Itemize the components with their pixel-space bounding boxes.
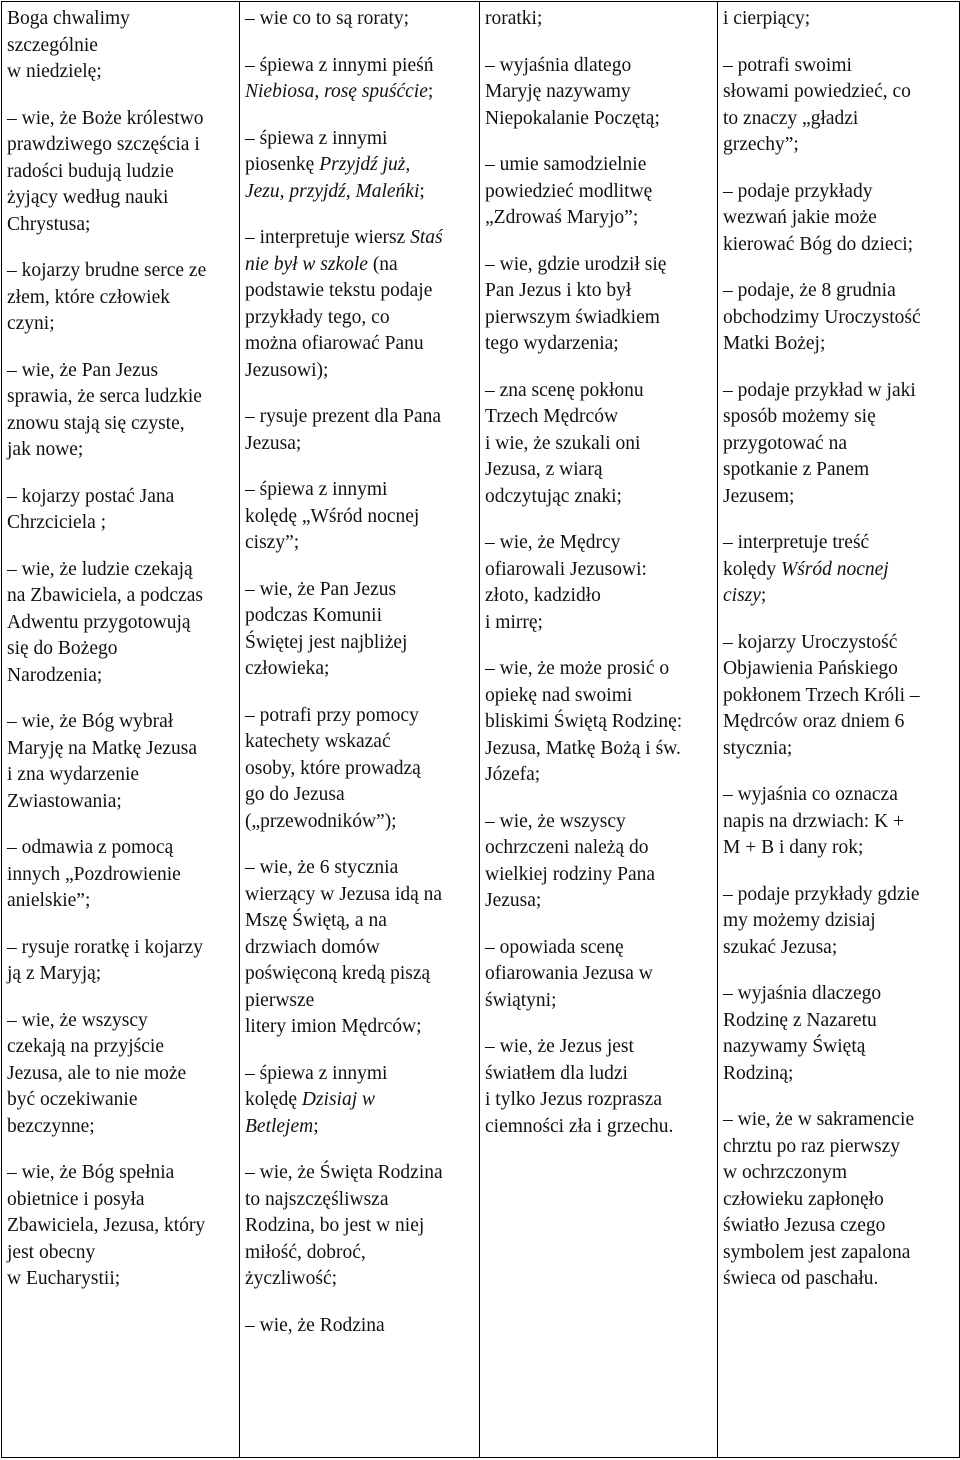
item-line: Zwiastowania; <box>7 790 122 812</box>
item-line: życzliwość; <box>245 1268 338 1289</box>
list-item <box>723 53 956 159</box>
item-line: – wyjaśnia dlatego <box>485 54 632 76</box>
list-item <box>245 1160 476 1293</box>
item-line: w Eucharystii; <box>7 1268 121 1289</box>
item-line: – rysuje roratkę i kojarzy <box>7 936 204 958</box>
item-line: – kojarzy postać Jana <box>7 485 175 507</box>
list-item <box>7 557 236 690</box>
item-line: M + B i dany rok; <box>723 837 864 858</box>
item-line: ciszy; <box>723 585 767 606</box>
list-item <box>723 530 956 610</box>
item-line: ofiarowania Jezusa w <box>485 963 653 984</box>
item-line: Chrystusa; <box>7 213 91 235</box>
item-line: Matki Bożej; <box>723 333 826 354</box>
item-line: Pan Jezus i kto był <box>485 280 632 301</box>
column-1 <box>2 2 240 1458</box>
item-line: w niedzielę; <box>7 61 102 82</box>
item-line: Niepokalanie Poczętą; <box>485 107 660 129</box>
item-line: go do Jezusa <box>245 784 345 805</box>
item-line: przykłady tego, co <box>245 306 390 328</box>
item-line: – umie samodzielnie <box>485 154 647 175</box>
item-line: – interpretuje wiersz Staś <box>245 227 443 248</box>
item-line: Chrzciciela ; <box>7 512 107 533</box>
item-line: poświęconą kredą piszą <box>245 963 431 984</box>
item-line: symbolem jest zapalona <box>723 1241 911 1263</box>
column-4 <box>718 2 960 1458</box>
item-line: anielskie”; <box>7 890 91 911</box>
list-item <box>723 882 956 962</box>
item-line: – podaje przykład w jaki <box>723 379 916 401</box>
column-3 <box>480 2 718 1458</box>
list-item <box>245 1313 476 1340</box>
list-item <box>7 1160 236 1293</box>
item-line: Boga chwalimy <box>7 8 130 29</box>
item-line: – wie, że Święta Rodzina <box>245 1162 443 1183</box>
item-line: – odmawia z pomocą <box>7 837 174 858</box>
list-item <box>245 1061 476 1141</box>
item-line: Rodzinę z Nazaretu <box>723 1009 877 1031</box>
item-line: opiekę nad swoimi <box>485 684 633 706</box>
item-line: roratki; <box>485 8 543 29</box>
item-line: my możemy dzisiaj <box>723 910 876 931</box>
item-line: Niebiosa, rosę spuśćcie; <box>245 81 434 102</box>
item-line: pierwsze <box>245 989 315 1011</box>
item-line: czyni; <box>7 313 55 334</box>
item-line: Rodziną; <box>723 1062 794 1084</box>
item-line: bliskimi Świętą Rodzinę: <box>485 711 683 732</box>
item-line: katechety wskazać <box>245 731 391 752</box>
item-line: – śpiewa z innymi <box>245 1062 388 1084</box>
item-line: nie był w szkole (na <box>245 253 398 275</box>
item-line: człowieku zapłonęło <box>723 1188 884 1210</box>
item-line: Mędrców oraz dniem 6 <box>723 711 905 732</box>
item-line: Jezusowi); <box>245 359 329 381</box>
item-line: miłość, dobroć, <box>245 1241 366 1263</box>
item-line: sposób możemy się <box>723 406 876 427</box>
item-line: przygotować na <box>723 432 847 454</box>
item-line: „Zdrowaś Maryjo”; <box>485 207 639 228</box>
list-item <box>723 6 956 33</box>
item-line: – wie, że Bóg wybrał <box>7 711 174 732</box>
item-line: i mirrę; <box>485 611 543 633</box>
item-line: podczas Komunii <box>245 605 383 626</box>
list-item <box>245 703 476 836</box>
item-line: – wie, że Pan Jezus <box>7 359 159 381</box>
list-item <box>245 6 476 33</box>
item-line: wierzący w Jezusa idą na <box>245 883 443 905</box>
item-line: ciemności zła i grzechu. <box>485 1115 674 1137</box>
list-item <box>245 225 476 384</box>
item-line: Mszę Świętą, a na <box>245 910 387 931</box>
item-line: ciszy”; <box>245 532 300 553</box>
item-line: Trzech Mędrców <box>485 406 619 427</box>
item-line: szczególnie <box>7 34 98 56</box>
item-line: na Zbawiciela, a podczas <box>7 585 203 606</box>
item-line: – wie, że wszyscy <box>7 1009 148 1031</box>
item-line: obietnice i posyła <box>7 1188 145 1210</box>
item-line: Objawienia Pańskiego <box>723 658 898 679</box>
item-line: – podaje przykłady gdzie <box>723 883 920 905</box>
item-line: kierować Bóg do dzieci; <box>723 233 914 255</box>
item-line: Jezusa, z wiarą <box>485 459 603 480</box>
item-line: – podaje, że 8 grudnia <box>723 280 896 301</box>
list-item <box>7 6 236 86</box>
item-line: złem, które człowiek <box>7 286 170 308</box>
item-line: pierwszym świadkiem <box>485 306 660 328</box>
item-line: – wie, że wszyscy <box>485 810 626 832</box>
item-line: – podaje przykłady <box>723 180 873 202</box>
item-line: – śpiewa z innymi <box>245 127 388 149</box>
item-line: – wie, że Rodzina <box>245 1314 385 1336</box>
list-item <box>723 278 956 358</box>
list-item <box>7 1008 236 1141</box>
item-line: – wyjaśnia co oznacza <box>723 784 898 805</box>
item-line: Józefa; <box>485 764 541 785</box>
list-item <box>485 530 714 636</box>
list-item <box>723 630 956 763</box>
list-item <box>485 378 714 511</box>
item-line: – interpretuje treść <box>723 532 870 553</box>
list-item <box>485 252 714 358</box>
item-line: – wyjaśnia dlaczego <box>723 983 882 1004</box>
item-line: – wie, że ludzie czekają <box>7 558 193 580</box>
item-line: kolędę „Wśród nocnej <box>245 505 420 527</box>
item-line: jest obecny <box>7 1241 96 1263</box>
item-line: prawdziwego szczęścia i <box>7 134 200 155</box>
item-line: sprawia, że serca ludzkie <box>7 386 202 407</box>
item-line: być oczekiwanie <box>7 1089 138 1110</box>
item-line: żyjący według nauki <box>7 187 169 208</box>
list-item <box>485 53 714 133</box>
item-line: Maryję nazywamy <box>485 81 631 102</box>
item-line: – rysuje prezent dla Pana <box>245 406 442 427</box>
item-line: – potrafi przy pomocy <box>245 704 419 726</box>
item-line: ją z Maryją; <box>7 963 102 984</box>
item-line: – śpiewa z innymi <box>245 479 388 500</box>
list-item <box>723 179 956 259</box>
item-line: – śpiewa z innymi pieśń <box>245 54 434 76</box>
list-item <box>7 484 236 537</box>
item-line: piosenkę Przyjdź już, <box>245 154 411 175</box>
column-2 <box>240 2 480 1458</box>
list-item <box>7 935 236 988</box>
item-line: to najszczęśliwsza <box>245 1188 389 1210</box>
item-line: podstawie tekstu podaje <box>245 280 433 301</box>
item-line: słowami powiedzieć, co <box>723 81 911 102</box>
list-item <box>7 358 236 464</box>
item-line: i tylko Jezus rozprasza <box>485 1089 663 1110</box>
item-line: powiedzieć modlitwę <box>485 180 653 202</box>
item-line: chrztu po raz pierwszy <box>723 1135 901 1157</box>
item-line: Maryję na Matkę Jezusa <box>7 737 198 759</box>
item-line: Jezusa; <box>485 890 542 911</box>
item-line: Adwentu przygotowują <box>7 611 191 633</box>
item-line: – wie, że Jezus jest <box>485 1036 634 1057</box>
requirements-table <box>1 1 960 1458</box>
item-line: – wie, że Pan Jezus <box>245 578 397 600</box>
item-line: i zna wydarzenie <box>7 764 140 785</box>
item-line: litery imion Mędrców; <box>245 1016 422 1037</box>
item-line: Jezu, przyjdź, Maleńki; <box>245 180 425 202</box>
item-line: – wie, że Boże królestwo <box>7 107 204 129</box>
item-line: – opowiada scenę <box>485 936 624 958</box>
list-item <box>723 981 956 1087</box>
item-line: – potrafi swoimi <box>723 54 852 76</box>
item-line: czekają na przyjście <box>7 1036 164 1057</box>
item-line: – wie, że Mędrcy <box>485 532 621 553</box>
item-line: i wie, że szukali oni <box>485 432 641 454</box>
item-line: tego wydarzenia; <box>485 333 619 354</box>
item-line: Jezusa; <box>245 432 302 454</box>
item-line: – kojarzy brudne serce ze <box>7 260 207 281</box>
item-line: Betlejem; <box>245 1115 319 1137</box>
item-line: drzwiach domów <box>245 936 380 958</box>
table-row <box>2 2 960 1458</box>
list-item <box>723 782 956 862</box>
item-line: – kojarzy Uroczystość <box>723 631 898 653</box>
list-item <box>7 258 236 338</box>
item-line: bezczynne; <box>7 1115 95 1137</box>
item-line: obchodzimy Uroczystość <box>723 306 921 328</box>
item-line: radości budują ludzie <box>7 160 174 182</box>
item-line: świeca od paschału. <box>723 1268 879 1289</box>
list-item <box>723 1107 956 1293</box>
item-line: ochrzczeni należą do <box>485 837 649 858</box>
list-item <box>7 835 236 915</box>
item-line: się do Bożego <box>7 638 118 659</box>
item-line: wielkiej rodziny Pana <box>485 863 656 885</box>
item-line: – wie, gdzie urodził się <box>485 253 667 275</box>
item-line: światło Jezusa czego <box>723 1215 886 1236</box>
item-line: stycznia; <box>723 737 793 759</box>
item-line: człowieka; <box>245 658 330 679</box>
item-line: światłem dla ludzi <box>485 1062 628 1084</box>
item-line: – wie, że Bóg spełnia <box>7 1162 175 1183</box>
list-item <box>723 378 956 511</box>
item-line: grzechy”; <box>723 134 799 155</box>
item-line: – wie co to są roraty; <box>245 8 410 29</box>
list-item <box>7 709 236 815</box>
item-line: pokłonem Trzech Króli – <box>723 684 920 706</box>
item-line: Rodzina, bo jest w niej <box>245 1215 425 1236</box>
item-line: to znaczy „gładzi <box>723 107 859 129</box>
item-line: w ochrzczonym <box>723 1162 847 1183</box>
list-item <box>245 53 476 106</box>
item-line: Zbawiciela, Jezusa, który <box>7 1215 206 1236</box>
item-line: znowu stają się czyste, <box>7 412 185 434</box>
list-item <box>485 935 714 1015</box>
item-line: Jezusa, ale to nie może <box>7 1062 187 1084</box>
item-line: kolędę Dzisiaj w <box>245 1089 376 1110</box>
list-item <box>7 106 236 239</box>
item-line: spotkanie z Panem <box>723 459 870 480</box>
item-line: („przewodników”); <box>245 810 397 832</box>
list-item <box>245 477 476 557</box>
item-line: nazywamy Świętą <box>723 1036 866 1057</box>
item-line: wezwań jakie może <box>723 207 877 228</box>
item-line: – wie, że może prosić o <box>485 658 670 679</box>
item-line: ofiarowali Jezusowi: <box>485 558 647 580</box>
item-line: innych „Pozdrowienie <box>7 863 181 885</box>
list-item <box>485 1034 714 1140</box>
list-item <box>485 809 714 915</box>
item-line: można ofiarować Panu <box>245 333 424 354</box>
item-line: Jezusem; <box>723 485 795 507</box>
item-line: – wie, że w sakramencie <box>723 1109 915 1130</box>
item-line: – wie, że 6 stycznia <box>245 857 399 878</box>
item-line: Świętej jest najbliżej <box>245 631 408 653</box>
item-line: – zna scenę pokłonu <box>485 379 644 401</box>
item-line: odczytując znaki; <box>485 485 622 507</box>
item-line: Narodzenia; <box>7 664 103 686</box>
item-line: napis na drzwiach: K + <box>723 810 905 832</box>
list-item <box>485 656 714 789</box>
item-line: osoby, które prowadzą <box>245 757 421 779</box>
item-line: jak nowe; <box>7 439 84 460</box>
item-line: Jezusa, Matkę Bożą i św. <box>485 737 681 759</box>
item-line: kolędy Wśród nocnej <box>723 558 889 580</box>
list-item <box>485 6 714 33</box>
list-item <box>245 404 476 457</box>
list-item <box>485 152 714 232</box>
item-line: świątyni; <box>485 989 557 1011</box>
list-item <box>245 126 476 206</box>
item-line: i cierpiący; <box>723 8 811 29</box>
list-item <box>245 577 476 683</box>
item-line: złoto, kadzidło <box>485 585 601 606</box>
item-line: szukać Jezusa; <box>723 936 838 958</box>
list-item <box>245 855 476 1041</box>
